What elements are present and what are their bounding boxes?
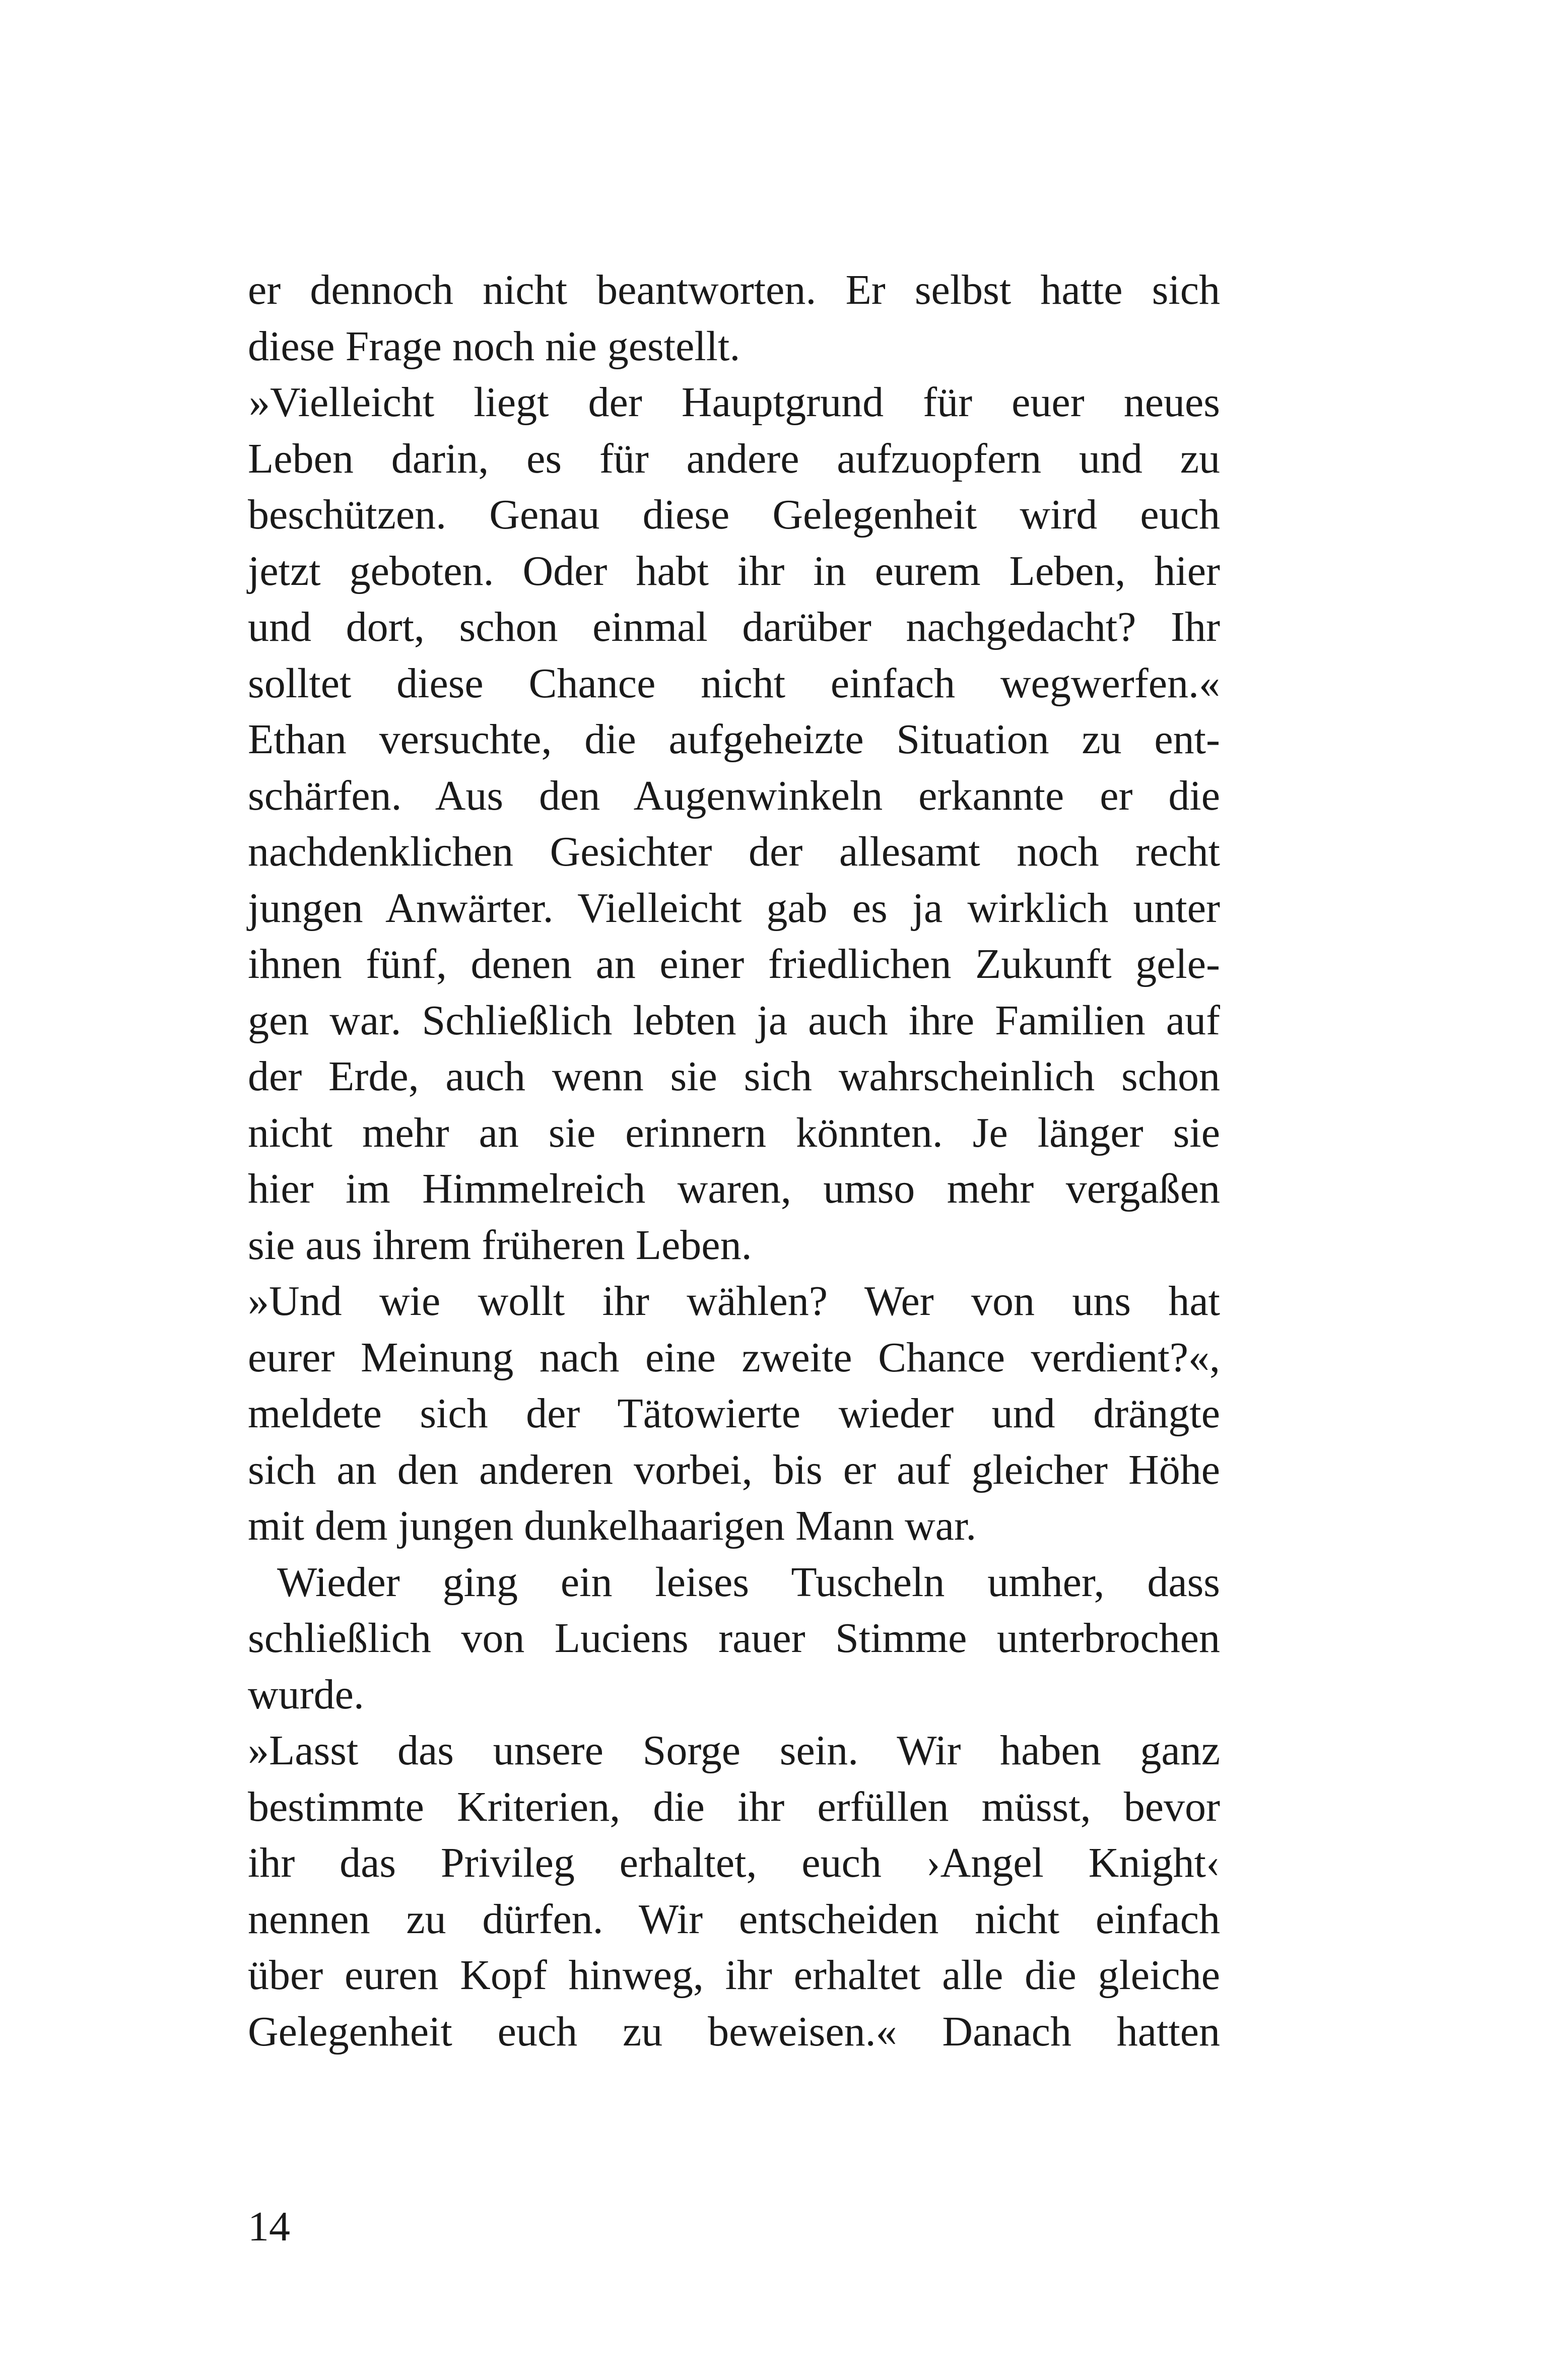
text-line: sie aus ihrem früheren Leben. [248, 1221, 752, 1269]
text-line: schärfen. Aus den Augenwinkeln erkannte er die [248, 772, 1220, 819]
text-line: »Und wie wollt ihr wählen? Wer von uns hat [248, 1278, 1220, 1325]
text-line: beschützen. Genau diese Gelegenheit wird euch [248, 491, 1220, 538]
text-line: »Vielleicht liegt der Hauptgrund für euer neues [249, 379, 1220, 426]
text-line: er dennoch nicht beantworten. Er selbst hatte sich [248, 267, 1220, 313]
text-line: Wieder ging ein leises Tuscheln umher, dass [277, 1558, 1220, 1606]
text-line: und dort, schon einmal darüber nachgedacht? Ihr [248, 604, 1220, 650]
text-line: »Lasst das unsere Sorge sein. Wir haben ganz [248, 1727, 1220, 1774]
text-line: ihnen fünf, denen an einer friedlichen Zukunft gele- [248, 941, 1220, 987]
text-line: der Erde, auch wenn sie sich wahrscheinlich schon [248, 1053, 1220, 1100]
text-line: sich an den anderen vorbei, bis er auf gleicher Höhe [248, 1446, 1220, 1493]
text-line: eurer Meinung nach eine zweite Chance verdient?«, [248, 1334, 1220, 1381]
text-line: ihr das Privileg erhaltet, euch ›Angel Knight‹ [248, 1839, 1220, 1886]
page-number: 14 [248, 2203, 290, 2250]
text-line: nennen zu dürfen. Wir entscheiden nicht einfach [248, 1895, 1220, 1943]
text-line: nicht mehr an sie erinnern könnten. Je länger sie [248, 1109, 1220, 1156]
text-line: hier im Himmelreich waren, umso mehr vergaßen [248, 1165, 1220, 1212]
text-line: Gelegenheit euch zu beweisen.« Danach hatten [248, 2008, 1220, 2055]
text-line: gen war. Schließlich lebten ja auch ihre Familien auf [248, 997, 1220, 1044]
body-text [248, 262, 1220, 2060]
text-line: wurde. [248, 1671, 364, 1718]
text-line: schließlich von Luciens rauer Stimme unterbrochen [248, 1615, 1220, 1662]
text-line: jungen Anwärter. Vielleicht gab es ja wirklich unter [248, 884, 1220, 932]
text-line: Ethan versuchte, die aufgeheizte Situation zu ent- [248, 716, 1220, 763]
text-line: jetzt geboten. Oder habt ihr in eurem Leben, hier [248, 547, 1220, 594]
text-line: meldete sich der Tätowierte wieder und drängte [248, 1390, 1220, 1437]
text-line: solltet diese Chance nicht einfach wegwerfen.« [248, 659, 1220, 707]
text-line: Leben darin, es für andere aufzuopfern und zu [248, 435, 1220, 482]
text-line: bestimmte Kriterien, die ihr erfüllen müsst, bevor [248, 1783, 1220, 1830]
text-line: nachdenklichen Gesichter der allesamt noch recht [248, 828, 1220, 875]
text-line: über euren Kopf hinweg, ihr erhaltet alle die gleiche [248, 1952, 1220, 1999]
text-line: mit dem jungen dunkelhaarigen Mann war. [248, 1502, 977, 1549]
text-line: diese Frage noch nie gestellt. [248, 322, 741, 370]
